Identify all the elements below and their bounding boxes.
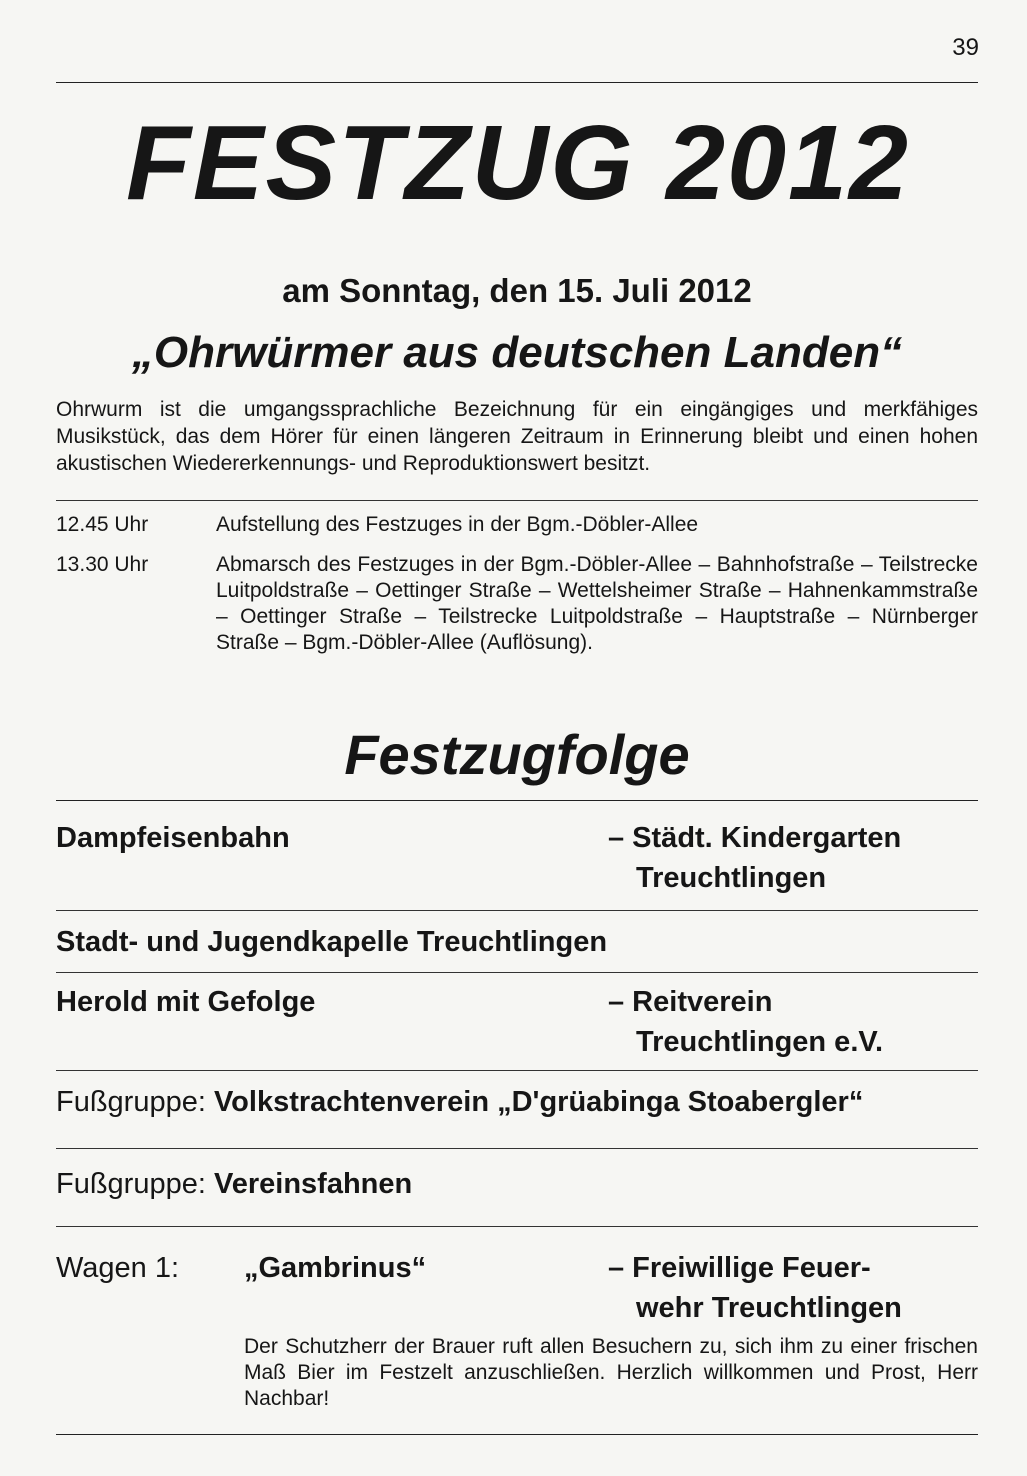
entry-divider xyxy=(56,1070,978,1071)
entry-label: Wagen 1: xyxy=(56,1252,180,1284)
procession-entry xyxy=(56,1164,978,1204)
schedule-row xyxy=(56,552,978,656)
header-rule xyxy=(56,82,978,83)
entry-sponsor xyxy=(608,982,978,1062)
entry-name: Herold mit Gefolge xyxy=(56,986,316,1018)
entry-name: Volkstrachtenverein „D'grüabinga Stoabergler“ xyxy=(213,1086,864,1118)
wagen-description: Der Schutzherr der Brauer ruft allen Besuchern zu, sich ihm zu einer frischen Maß Bier im Festzelt anzuschließen. Herzlich willkommen und Prost, Herr Nachbar! xyxy=(244,1335,978,1410)
procession-entry xyxy=(56,1082,978,1122)
schedule-text: Aufstellung des Festzuges in der Bgm.-Döbler-Allee xyxy=(216,513,699,536)
footer-rule xyxy=(56,1434,978,1435)
schedule-time: 12.45 Uhr xyxy=(56,513,149,536)
page-number: 39 xyxy=(952,34,979,61)
section-title: Festzugfolge xyxy=(344,723,690,786)
entry-label: Fußgruppe: xyxy=(56,1168,206,1200)
entry-sponsor xyxy=(608,818,978,898)
schedule-text: Abmarsch des Festzuges in der Bgm.-Döbler-Allee – Bahnhofstraße – Teilstrecke Luitpoldstraße – Oettinger Straße – Wettelsheimer Straße – Hahnenkammstraße – Oettinger Straße – Teilstrecke Luitpoldstraße – Hauptstraße – Nürnberger Straße – Bgm.-Döbler-Allee (Auflösung). xyxy=(216,553,978,654)
sponsor-line: wehr Treuchtlingen xyxy=(636,1292,902,1324)
section-rule xyxy=(56,800,978,801)
entry-name: Dampfeisenbahn xyxy=(56,822,290,854)
entry-divider xyxy=(56,910,978,911)
intro-paragraph: Ohrwurm ist die umgangssprachliche Bezeichnung für ein eingängiges und merkfähiges Musikstück, das dem Hörer für einen längeren Zeitraum in Erinnerung bleibt und einen hohen akustischen Wiedererkennungs- und Reproduktionswert besitzt. xyxy=(56,398,978,475)
headline: FESTZUG 2012 xyxy=(126,104,910,222)
schedule-row xyxy=(56,512,978,538)
entry-name: Stadt- und Jugendkapelle Treuchtlingen xyxy=(56,926,608,958)
motto: „Ohrwürmer aus deutschen Landen“ xyxy=(131,328,903,377)
entry-divider xyxy=(56,1148,978,1149)
entry-divider xyxy=(56,1226,978,1227)
entry-sponsor xyxy=(608,1248,978,1328)
sponsor-line: – Freiwillige Feuer- xyxy=(608,1252,871,1284)
schedule-time: 13.30 Uhr xyxy=(56,553,149,576)
date-line: am Sonntag, den 15. Juli 2012 xyxy=(282,272,752,309)
sponsor-line: Treuchtlingen xyxy=(636,862,827,894)
entry-divider xyxy=(56,972,978,973)
sponsor-line: Treuchtlingen e.V. xyxy=(636,1026,884,1058)
schedule-rule xyxy=(56,500,978,501)
entry-name: Vereinsfahnen xyxy=(213,1168,413,1200)
sponsor-line: – Reitverein xyxy=(608,986,773,1018)
entry-label: Fußgruppe: xyxy=(56,1086,206,1118)
entry-name: „Gambrinus“ xyxy=(244,1252,427,1284)
sponsor-line: – Städt. Kindergarten xyxy=(608,822,902,854)
